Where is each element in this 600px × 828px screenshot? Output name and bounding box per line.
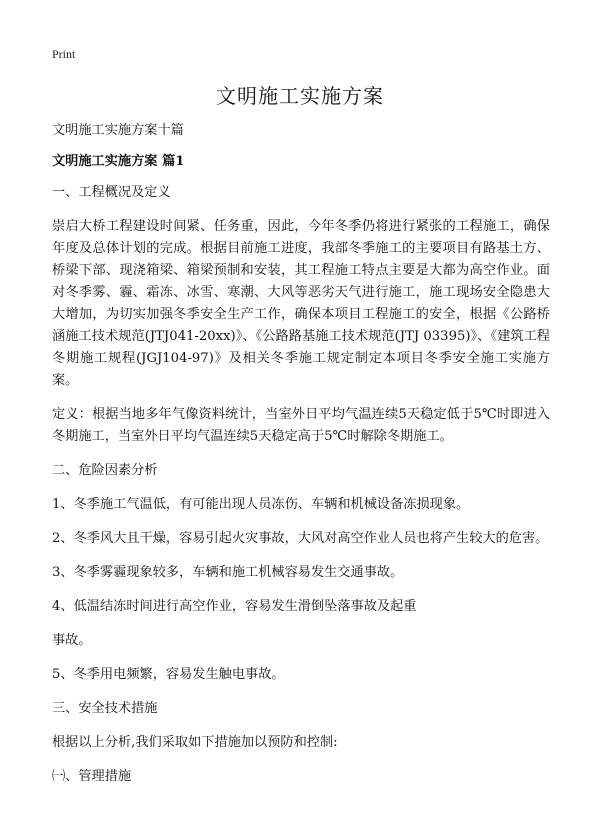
paragraph-measures-intro: 根据以上分析,我们采取如下措施加以预防和控制: [52, 735, 338, 750]
risk-item-continuation: 事故。 [52, 633, 92, 648]
print-label: Print [52, 47, 76, 61]
risk-item: 5、冬季用电频繁，容易发生触电事故。 [52, 667, 285, 682]
heading-overview: 一、工程概况及定义 [52, 185, 171, 200]
risk-item: 2、冬季风大且干燥，容易引起火灾事故，大风对高空作业人员也将产生较大的危害。 [52, 531, 549, 546]
document-title: 文明施工实施方案 [216, 84, 384, 108]
paragraph-definition: 定义：根据当地多年气像资料统计，当室外日平均气温连续5天稳定低于5℃时即进入冬期施工，当室外日平均气温连续5天稳定高于5℃时解除冬期施工。 [52, 407, 550, 444]
document-body [52, 120, 550, 799]
paragraph-overview: 崇启大桥工程建设时间紧、任务重，因此，今年冬季仍将进行紧张的工程施工，确保年度及总体计划的完成。根据目前施工进度，我部冬季施工的主要项目有路基土方、桥梁下部、现浇箱梁、箱梁预制和安装，其工程施工特点主要是大都为高空作业。面对冬季雾、霾、霜冻、冰雪、寒潮、大风等恶劣天气进行施工，施工现场安全隐患大大增加，为切实加强冬季安全生产工作，确保本项目工程施工的安全，根据《公路桥涵施工技术规范(JTJ041-20xx)》、《公路路基施工技术规范(JTJ 03395)》、《建筑工程冬期施工规程(JGJ104-97)》及相关冬季施工规定制定本项目冬季安全施工实施方案。 [52, 219, 550, 388]
risk-item: 1、冬季施工气温低，有可能出现人员冻伤、车辆和机械设备冻损现象。 [52, 497, 470, 512]
heading-safety-measures: 三、安全技术措施 [52, 701, 158, 716]
document-subtitle: 文明施工实施方案十篇 [52, 123, 184, 138]
risk-item: 3、冬季雾霾现象较多，车辆和施工机械容易发生交通事故。 [52, 565, 404, 580]
subheading-management: ㈠、管理措施 [52, 769, 132, 784]
heading-risk-analysis: 二、危险因素分析 [52, 463, 158, 478]
risk-item: 4、低温结冻时间进行高空作业，容易发生滑倒坠落事故及起重 [52, 599, 417, 614]
section-title: 文明施工实施方案 篇1 [52, 154, 185, 169]
